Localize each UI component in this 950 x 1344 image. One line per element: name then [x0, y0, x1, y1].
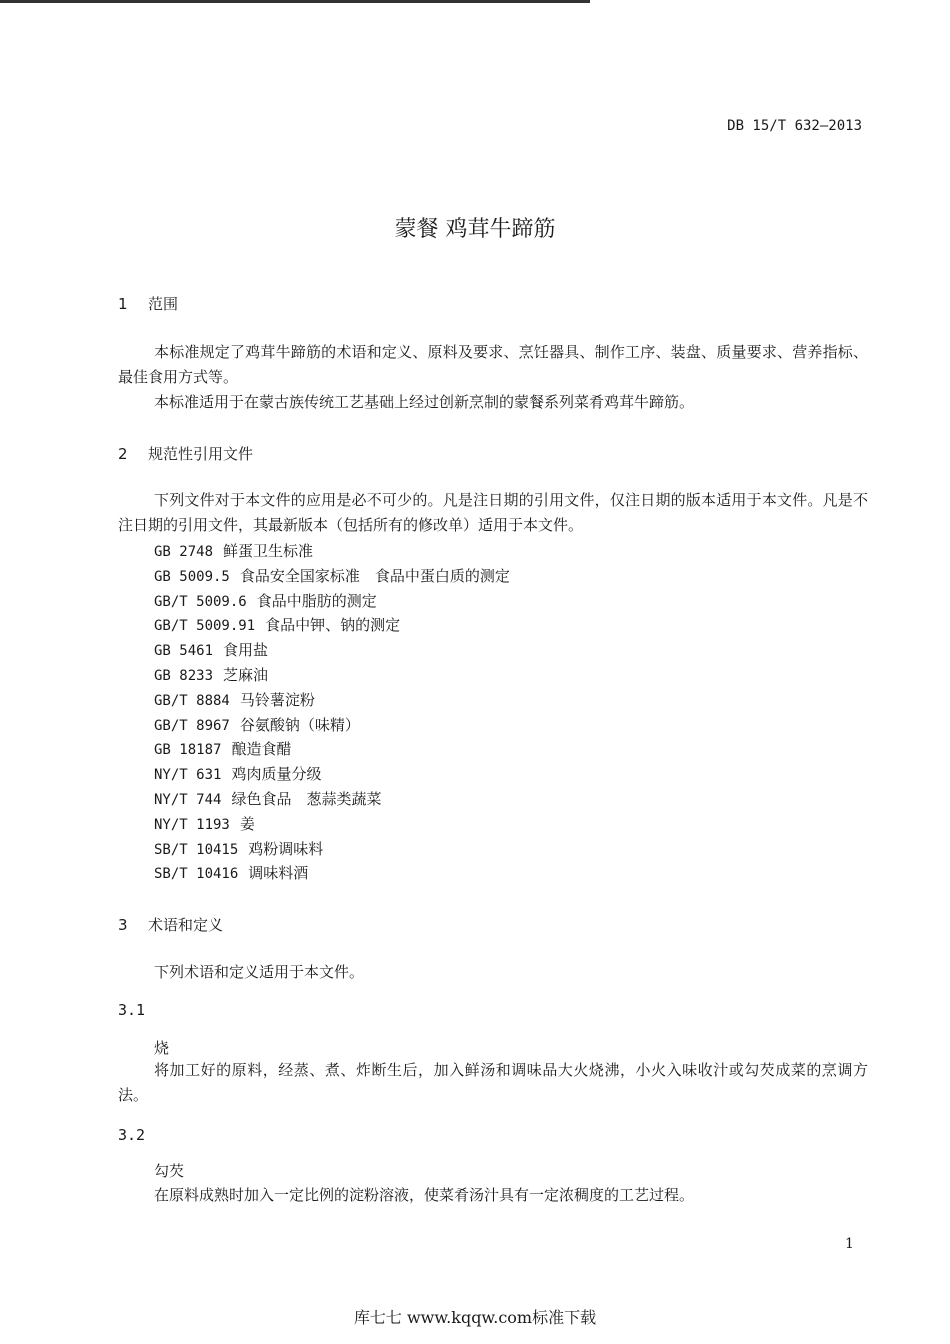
page-number: 1: [845, 1236, 854, 1252]
section-heading-2: [118, 443, 253, 464]
paragraph-text: 下列术语和定义适用于本文件。: [154, 963, 365, 981]
reference-title: 食品中钾、钠的测定: [265, 616, 401, 635]
section-number: 3: [118, 916, 128, 934]
standard-code: DB 15/T 632—2013: [727, 118, 862, 134]
reference-title: 鸡粉调味料: [248, 839, 324, 858]
reference-title: 马铃薯淀粉: [239, 690, 315, 709]
reference-item: [154, 639, 268, 660]
paragraph-text: 下列文件对于本文件的应用是必不可少的。凡是注日期的引用文件，仅注日期的版本适用于本文件。凡是不注日期的引用文件，其最新版本（包括所有的修改单）适用于本文件。: [118, 491, 868, 534]
reference-item: [154, 614, 400, 635]
section-3-paragraph: [118, 960, 868, 985]
section-number: 2: [118, 445, 128, 463]
reference-code: GB/T 8967: [154, 717, 230, 734]
section-title: 范围: [148, 295, 179, 313]
reference-title: 调味料酒: [248, 864, 309, 883]
reference-code: GB/T 5009.6: [154, 593, 247, 610]
reference-item: [154, 813, 255, 834]
reference-item: [154, 540, 313, 561]
reference-title: 芝麻油: [223, 666, 269, 684]
document-title: 蒙餐 鸡茸牛蹄筋: [394, 217, 556, 242]
definition-text: 在原料成熟时加入一定比例的淀粉溶液，使菜肴汤汁具有一定浓稠度的工艺过程。: [154, 1186, 695, 1204]
reference-item: [154, 664, 268, 685]
reference-code: NY/T 631: [154, 767, 222, 784]
reference-code: SB/T 10415: [154, 841, 239, 858]
reference-item: [154, 714, 360, 735]
reference-item: [154, 838, 323, 859]
reference-code: GB/T 8884: [154, 692, 230, 709]
term-name: 烧: [154, 1039, 170, 1057]
paragraph-text: 本标准适用于在蒙古族传统工艺基础上经过创新烹制的蒙餐系列菜肴鸡茸牛蹄筋。: [154, 393, 695, 411]
reference-title: 食品安全国家标准 食品中蛋白质的测定: [239, 566, 510, 585]
term-name: 勾芡: [154, 1162, 185, 1180]
definition-text: 将加工好的原料，经蒸、煮、炸断生后，加入鲜汤和调味品大火烧沸，小火入味收汁或勾芡成菜的烹调方法。: [118, 1061, 868, 1104]
section-heading-3: [118, 914, 223, 935]
reference-item: [154, 862, 308, 883]
reference-title: 食品中脂肪的测定: [256, 591, 377, 610]
reference-code: SB/T 10416: [154, 866, 239, 883]
section-2-paragraph: [118, 488, 868, 538]
section-heading-1: [118, 293, 178, 314]
reference-code: NY/T 1193: [154, 816, 230, 833]
reference-code: GB/T 5009.91: [154, 618, 256, 635]
section-title: 规范性引用文件: [148, 445, 254, 463]
reference-item: [154, 565, 510, 586]
reference-code: GB 5009.5: [154, 568, 230, 585]
paragraph-text: 本标准规定了鸡茸牛蹄筋的术语和定义、原料及要求、烹饪器具、制作工序、装盘、质量要求、营养指标、最佳食用方式等。: [118, 343, 868, 386]
scan-top-border: [0, 0, 590, 3]
section-number: 1: [118, 295, 128, 313]
reference-title: 食用盐: [223, 641, 269, 660]
reference-title: 绿色食品 葱蒜类蔬菜: [231, 790, 382, 808]
reference-item: [154, 590, 377, 611]
term-number: 3.1: [118, 1001, 146, 1019]
term-number: 3.2: [118, 1126, 146, 1144]
section-1-paragraph-1: [118, 340, 868, 390]
section-1-paragraph-2: [118, 390, 868, 415]
section-title: 术语和定义: [148, 916, 224, 934]
reference-code: NY/T 744: [154, 792, 222, 808]
reference-title: 谷氨酸钠（味精）: [239, 715, 360, 734]
reference-title: 酿造食醋: [231, 740, 292, 759]
reference-code: GB 2748: [154, 544, 214, 560]
reference-title: 鸡肉质量分级: [231, 765, 322, 784]
reference-code: GB 18187: [154, 742, 222, 759]
reference-code: GB 8233: [154, 668, 214, 684]
reference-code: GB 5461: [154, 643, 214, 660]
footer-watermark: 库七七 www.kqqw.com标准下载: [353, 1308, 597, 1327]
term-definition: [118, 1058, 868, 1108]
reference-item: [154, 763, 321, 784]
reference-title: 鲜蛋卫生标准: [223, 542, 314, 560]
reference-item: [154, 788, 381, 809]
reference-title: 姜: [239, 814, 255, 833]
reference-item: [154, 738, 291, 759]
reference-item: [154, 689, 315, 710]
term-definition: [118, 1183, 868, 1208]
